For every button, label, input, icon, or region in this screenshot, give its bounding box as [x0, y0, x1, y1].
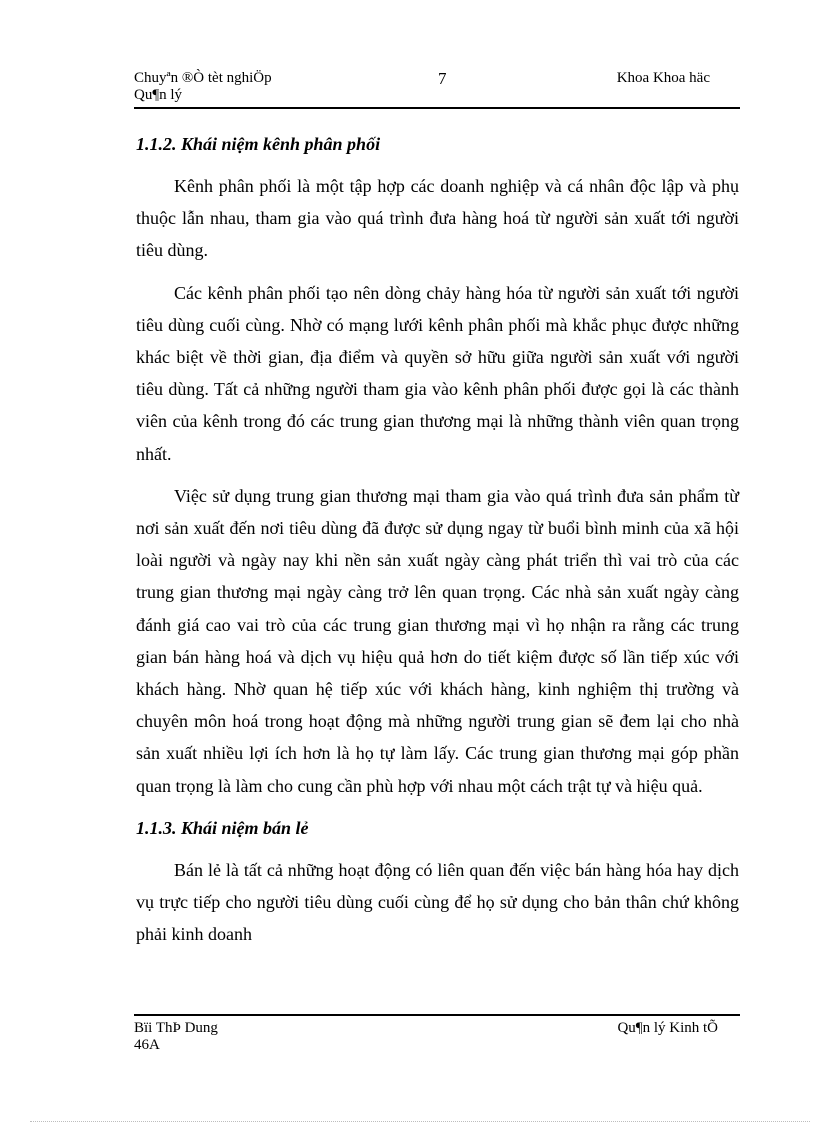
paragraph-4: Bán lẻ là tất cả những hoạt động có liên quan đến việc bán hàng hóa hay dịch vụ trực tiếp cho người tiêu dùng cuối cùng để họ sử dụng cho bản thân chứ không phải kinh doanh — [136, 859, 739, 945]
header-rule — [134, 107, 740, 109]
page-number: 7 — [438, 69, 447, 88]
footer-left — [134, 1020, 218, 1054]
page-edge-divider — [30, 1121, 810, 1122]
paragraph-1: Kênh phân phối là một tập hợp các doanh nghiệp và cá nhân độc lập và phụ thuộc lẫn nhau, tham gia vào quá trình đưa hàng hoá từ người sản xuất tới người tiêu dùng. — [136, 176, 739, 261]
footer-class: 46A — [134, 1037, 160, 1053]
header-left-line1: Chuyªn ®Ò tèt nghiÖp — [134, 70, 272, 86]
page-footer — [134, 1020, 740, 1060]
footer-rule — [134, 1014, 740, 1016]
section-heading-1: 1.1.2. Khái niệm kênh phân phối — [136, 134, 381, 154]
paragraph-2: Các kênh phân phối tạo nên dòng chảy hàng hóa từ người sản xuất tới người tiêu dùng cuối cùng. Nhờ có mạng lưới kênh phân phối mà khắc phục được những khác biệt về thời gian, địa điểm và quyền sở hữu giữa người sản xuất với người tiêu dùng. Tất cả những người tham gia vào kênh phân phối được gọi là các thành viên của kênh trong đó các trung gian thương mại là những thành viên quan trọng nhất. — [136, 282, 739, 464]
header-left — [134, 70, 272, 104]
footer-author: Bïi ThÞ Dung — [134, 1020, 218, 1036]
header-left-line2: Qu¶n lý — [134, 87, 183, 103]
header-right: Khoa Khoa häc — [616, 70, 710, 86]
footer-right: Qu¶n lý Kinh tÕ — [617, 1020, 718, 1036]
document-body — [136, 130, 739, 950]
paragraph-3: Việc sử dụng trung gian thương mại tham gia vào quá trình đưa sản phẩm từ nơi sản xuất đến nơi tiêu dùng đã được sử dụng ngay từ buổi bình minh của xã hội loài người và ngày nay khi nền sản xuất ngày càng phát triển thì vai trò của các trung gian thương mại ngày càng trở lên quan trọng. Các nhà sản xuất ngày càng đánh giá cao vai trò của các trung gian thương mại vì họ nhận ra rằng các trung gian bán hàng hoá và dịch vụ hiệu quả hơn do tiết kiệm được số lần tiếp xúc với khách hàng. Nhờ quan hệ tiếp xúc với khách hàng, kinh nghiệm thị trường và chuyên môn hoá trong hoạt động mà những người trung gian sẽ đem lại cho nhà sản xuất nhiều lợi ích hơn là họ tự làm lấy. Các trung gian thương mại góp phần quan trọng là làm cho cung cần phù hợp với nhau một cách trật tự và hiệu quả. — [136, 485, 739, 796]
page-header — [134, 70, 740, 108]
section-heading-2: 1.1.3. Khái niệm bán lẻ — [136, 817, 309, 838]
